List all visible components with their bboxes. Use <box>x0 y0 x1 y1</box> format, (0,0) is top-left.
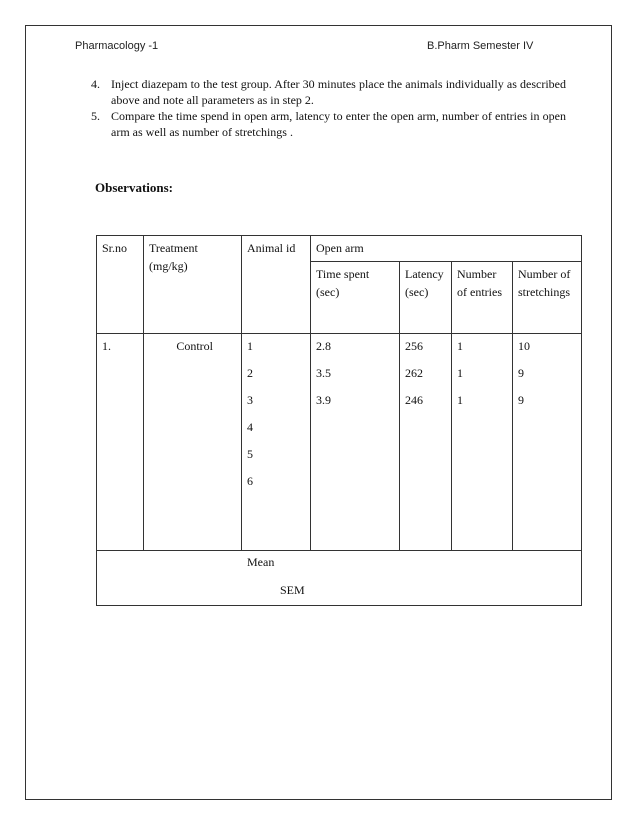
cell-latency: 256 262 246 <box>400 334 452 551</box>
header-stretchings: Number of stretchings <box>513 262 582 334</box>
cell-srno: 1. <box>97 334 144 551</box>
mean-label: Mean <box>247 555 275 569</box>
header-open-arm: Open arm <box>311 236 582 262</box>
header-animal-id: Animal id <box>242 236 311 334</box>
summary-row <box>97 551 582 606</box>
step-text: Inject diazepam to the test group. After 30 minutes place the animals individually as described above and note all parameters as in step 2. <box>111 77 566 107</box>
cell-time-spent: 2.8 3.5 3.9 <box>311 334 400 551</box>
cell-stretchings: 10 9 9 <box>513 334 582 551</box>
step-text: Compare the time spend in open arm, latency to enter the open arm, number of entries in open arm as well as number of stretchings . <box>111 109 566 139</box>
cell-animal-ids: 1 2 3 4 5 6 <box>242 334 311 551</box>
procedure-steps <box>91 76 566 140</box>
cell-treatment: Control <box>144 334 242 551</box>
procedure-step <box>91 76 566 108</box>
procedure-step <box>91 108 566 140</box>
step-number: 5. <box>91 109 100 123</box>
table-row <box>97 334 582 551</box>
header-course: Pharmacology -1 <box>75 40 159 52</box>
sem-label: SEM <box>280 583 305 597</box>
observations-heading: Observations: <box>95 180 173 195</box>
header-treatment: Treatment (mg/kg) <box>144 236 242 334</box>
header-entries: Number of entries <box>452 262 513 334</box>
header-srno: Sr.no <box>97 236 144 334</box>
header-semester: B.Pharm Semester IV <box>427 40 534 52</box>
cell-summary <box>97 551 582 606</box>
observation-table <box>96 235 582 606</box>
step-number: 4. <box>91 77 100 91</box>
header-row <box>97 236 582 262</box>
cell-entries: 1 1 1 <box>452 334 513 551</box>
header-time-spent: Time spent (sec) <box>311 262 400 334</box>
header-latency: Latency (sec) <box>400 262 452 334</box>
